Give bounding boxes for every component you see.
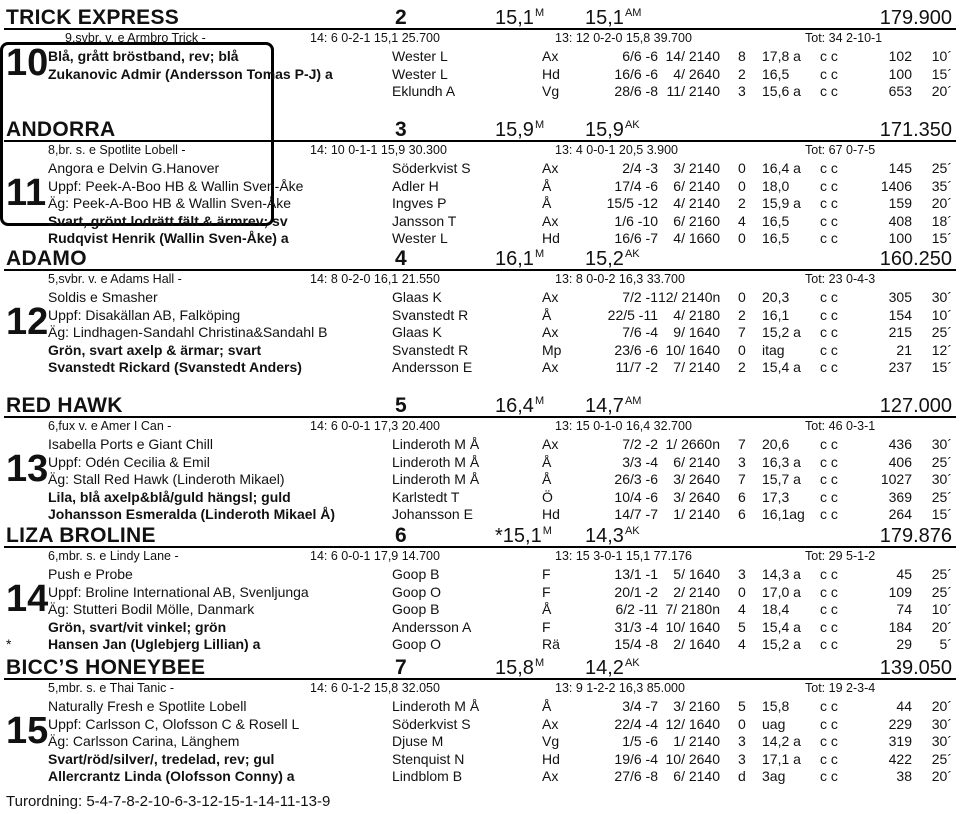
earnings: 171.350	[879, 119, 952, 141]
table-row: Zukanovic Admir (Andersson Tomas P-J) a Wester L Hd 16/6 -6 4/ 2640 2 16,5 c c 100 15´	[48, 65, 952, 82]
table-row: Grön, svart axelp & ärmar; svart Svanstedt R Mp 23/6 -6 10/ 1640 0 itag c c 21 12´	[48, 341, 952, 358]
table-row: Äg: Lindhagen-Sandahl Christina&Sandahl B Glaas K Ax 7/6 -4 9/ 1640 7 15,2 a c c 215 25´	[48, 324, 952, 340]
horse-number: 6	[395, 524, 407, 547]
stats-total: Tot: 46 0-3-1	[805, 419, 876, 433]
stats-13: 13: 4 0-0-1 20,5 3.900	[555, 143, 679, 157]
horse-info	[0, 418, 960, 435]
horse-name: ANDORRA	[6, 118, 116, 141]
start-number: 10	[6, 42, 49, 84]
table-row: Uppf: Odén Cecilia & Emil Linderoth M Å Å 3/3 -4 6/ 2140 3 16,3 a c c 406 25´	[48, 453, 952, 470]
horse-number: 5	[395, 394, 407, 417]
horse-entry	[0, 522, 960, 653]
horse-info	[0, 271, 960, 288]
record-2: $14,2^{AK}$	[585, 657, 640, 679]
horse-info	[0, 680, 960, 697]
record-2: $14,7^{AM}$	[585, 395, 642, 417]
horse-desc: 5,mbr. s. e Thai Tanic -	[48, 681, 174, 695]
horse-name: LIZA BROLINE	[6, 524, 156, 547]
record-1: $15,1^M$	[495, 7, 545, 29]
stats-14: 14: 6 0-2-1 15,1 25.700	[310, 31, 440, 45]
record-1: $15,8^M$	[495, 657, 545, 679]
horse-desc: 9,svbr. v. e Armbro Trick -	[65, 31, 206, 45]
start-number: 12	[6, 301, 49, 343]
horse-name: ADAMO	[6, 247, 87, 270]
table-row: Uppf: Broline International AB, Svenljunga Goop O F 20/1 -2 2/ 2140 0 17,0 a c c 109 25´	[48, 583, 952, 600]
horse-entry	[0, 245, 960, 376]
start-number: 11	[6, 172, 47, 214]
record-1: $16,1^M$	[495, 248, 545, 270]
start-number: 13	[6, 448, 49, 490]
horse-name: TRICK EXPRESS	[6, 6, 180, 29]
stats-14: 14: 6 0-1-2 15,8 32.050	[310, 681, 440, 695]
table-row: Angora e Delvin G.Hanover Söderkvist S Ax 2/4 -3 3/ 2140 0 16,4 a c c 145 25´	[48, 160, 952, 176]
table-row: Uppf: Disakällan AB, Falköping Svanstedt R Å 22/5 -11 4/ 2180 2 16,1 c c 154 10´	[48, 306, 952, 323]
horse-entry	[0, 116, 960, 247]
horse-entry	[0, 4, 960, 100]
record-2: $15,1^{AM}$	[585, 7, 642, 29]
horse-number: 4	[395, 247, 407, 270]
star-marker: *	[6, 636, 12, 652]
horse-desc: 6,fux v. e Amer I Can -	[48, 419, 172, 433]
stats-13: 13: 15 0-1-0 16,4 32.700	[555, 419, 692, 433]
earnings: 179.876	[879, 525, 952, 547]
horse-header	[0, 522, 960, 548]
stats-total: Tot: 34 2-10-1	[805, 31, 883, 45]
horse-desc: 6,mbr. s. e Lindy Lane -	[48, 549, 179, 563]
horse-info	[0, 142, 960, 159]
table-row: * Hansen Jan (Uglebjerg Lillian) a Goop O Rä 15/4 -8 2/ 1640 4 15,2 a c c 29 5´	[6, 636, 952, 652]
stats-14: 14: 8 0-2-0 16,1 21.550	[310, 272, 440, 286]
start-number: 15	[6, 710, 49, 752]
table-row: Isabella Ports e Giant Chill Linderoth M Å Ax 7/2 -2 1/ 2660n 7 20,6 c c 436 30´	[48, 436, 952, 452]
table-row: Äg: Stutteri Bodil Mölle, Danmark Goop B Å 6/2 -11 7/ 2180n 4 18,4 c c 74 10´	[48, 601, 952, 617]
horse-name: BICC’S HONEYBEE	[6, 656, 206, 679]
table-row: Uppf: Peek-A-Boo HB & Wallin Sven-Åke Adler H Å 17/4 -6 6/ 2140 0 18,0 c c 1406 35´	[48, 177, 952, 194]
table-row: Lila, blå axelp&blå/guld hängsl; guld Karlstedt T Ö 10/4 -6 3/ 2640 6 17,3 c c 369 25´	[48, 488, 952, 505]
record-2: $15,9^{AK}$	[585, 119, 640, 141]
horse-number: 2	[395, 6, 407, 29]
horse-name: RED HAWK	[6, 394, 123, 417]
horse-header	[0, 392, 960, 418]
record-1: $15,9^M$	[495, 119, 545, 141]
table-row: Johansson Esmeralda (Linderoth Mikael Å) Johansson E Hd 14/7 -7 1/ 2140 6 16,1ag c c 264 15´	[48, 506, 952, 522]
stats-13: 13: 12 0-2-0 15,8 39.700	[555, 31, 692, 45]
stats-13: 13: 15 3-0-1 15,1 77.176	[555, 549, 692, 563]
stats-total: Tot: 23 0-4-3	[805, 272, 876, 286]
earnings: 127.000	[879, 395, 952, 417]
horse-desc: 5,svbr. v. e Adams Hall -	[48, 272, 182, 286]
horse-number: 3	[395, 118, 407, 141]
horse-header	[0, 654, 960, 680]
table-row: Grön, svart/vit vinkel; grön Andersson A F 31/3 -4 10/ 1640 5 15,4 a c c 184 20´	[48, 618, 952, 635]
horse-entry	[0, 654, 960, 785]
record-1: $16,4^M$	[495, 395, 545, 417]
table-row: Svart/röd/silver/, tredelad, rev; gul Stenquist N Hd 19/6 -4 10/ 2640 3 17,1 a c c 422 25´	[48, 750, 952, 767]
table-row: Äg: Carlsson Carina, Länghem Djuse M Vg 1/5 -6 1/ 2140 3 14,2 a c c 319 30´	[48, 733, 952, 749]
record-2: $14,3^{AK}$	[585, 525, 640, 547]
table-row: Blå, grått bröstband, rev; blå Wester L Ax 6/6 -6 14/ 2140 8 17,8 a c c 102 10´	[48, 48, 952, 64]
table-row: Svart, grönt lodrätt fält & ärmrev; sv Jansson T Ax 1/6 -10 6/ 2160 4 16,5 c c 408 18´	[48, 212, 952, 229]
table-row: Soldis e Smasher Glaas K Ax 7/2 -1 12/ 2140n 0 20,3 c c 305 30´	[48, 289, 952, 305]
stats-14: 14: 6 0-0-1 17,9 14.700	[310, 549, 440, 563]
horse-header	[0, 116, 960, 142]
table-row: Eklundh A Vg 28/6 -8 11/ 2140 3 15,6 a c c 653 20´	[392, 83, 952, 99]
table-row: Äg: Peek-A-Boo HB & Wallin Sven-Åke Ingves P Å 15/5 -12 4/ 2140 2 15,9 a c c 159 20´	[48, 195, 952, 211]
horse-header	[0, 245, 960, 271]
horse-info	[0, 30, 960, 47]
stats-total: Tot: 67 0-7-5	[805, 143, 876, 157]
record-2: $15,2^{AK}$	[585, 248, 640, 270]
horse-info	[0, 548, 960, 565]
horse-entry	[0, 392, 960, 523]
stats-13: 13: 9 1-2-2 16,3 85.000	[555, 681, 685, 695]
table-row: Uppf: Carlsson C, Olofsson C & Rosell L Söderkvist S Ax 22/4 -4 12/ 1640 0 uag c c 229 30´	[48, 715, 952, 732]
table-row: Push e Probe Goop B F 13/1 -1 5/ 1640 3 14,3 a c c 45 25´	[48, 566, 952, 582]
table-row: Allercrantz Linda (Olofsson Conny) a Lindblom B Ax 27/6 -8 6/ 2140 d 3ag c c 38 20´	[48, 768, 952, 784]
stats-total: Tot: 29 5-1-2	[805, 549, 876, 563]
earnings: 179.900	[879, 7, 952, 29]
horse-header	[0, 4, 960, 30]
running-order: Turordning: 5-4-7-8-2-10-6-3-12-15-1-14-11-13-9	[6, 793, 331, 810]
table-row: Rudqvist Henrik (Wallin Sven-Åke) a Wester L Hd 16/6 -7 4/ 1660 0 16,5 c c 100 15´	[48, 230, 952, 246]
earnings: 139.050	[879, 657, 952, 679]
stats-14: 14: 10 0-1-1 15,9 30.300	[310, 143, 447, 157]
table-row: Svanstedt Rickard (Svanstedt Anders) Andersson E Ax 11/7 -2 7/ 2140 2 15,4 a c c 237 15´	[48, 359, 952, 375]
horse-number: 7	[395, 656, 407, 679]
horse-desc: 8,br. s. e Spotlite Lobell -	[48, 143, 186, 157]
table-row: Äg: Stall Red Hawk (Linderoth Mikael) Linderoth M Å Å 26/3 -6 3/ 2640 7 15,7 a c c 1027 30´	[48, 471, 952, 487]
earnings: 160.250	[879, 248, 952, 270]
stats-14: 14: 6 0-0-1 17,3 20.400	[310, 419, 440, 433]
stats-total: Tot: 19 2-3-4	[805, 681, 876, 695]
table-row: Naturally Fresh e Spotlite Lobell Linderoth M Å Å 3/4 -7 3/ 2160 5 15,8 c c 44 20´	[48, 698, 952, 714]
stats-13: 13: 8 0-0-2 16,3 33.700	[555, 272, 685, 286]
record-1: $*15,1^M$	[495, 525, 552, 547]
start-number: 14	[6, 578, 49, 620]
